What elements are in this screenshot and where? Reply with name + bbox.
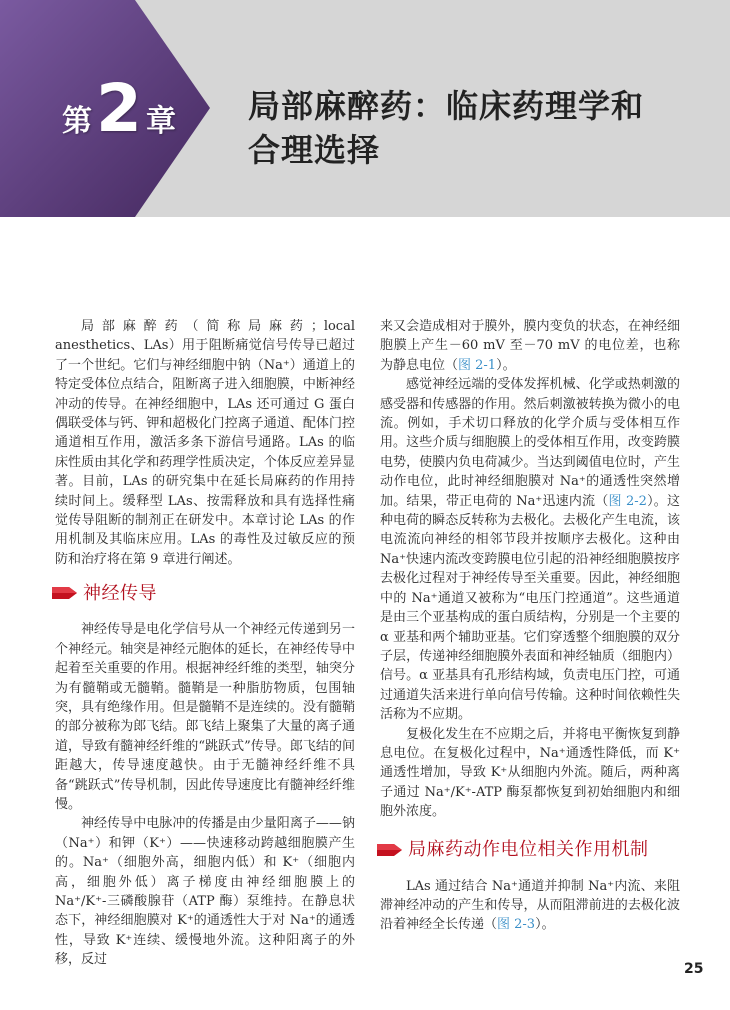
body-paragraph: 神经传导是电化学信号从一个神经元传递到另一个神经元。轴突是神经元胞体的延长，在神经传导中起着至关重要的作用。根据神经纤维的类型，轴突分为有髓鞘或无髓鞘。髓鞘是一种脂肪物质，包围轴突，具有绝缘作用。但是髓鞘不是连续的。没有髓鞘的部分被称为郎飞结。郎飞结上聚集了大量的离子通道，导致有髓神经纤维的“跳跃式”传导。郎飞结的间距越大，传导速度越快。由于无髓神经纤维不具备“跳跃式”传导机制，因此传导速度比有髓神经纤维慢。 (55, 622, 355, 812)
figure-reference-link[interactable]: 图 2-3 (497, 917, 536, 933)
chapter-title-line1: 局部麻醉药：临床药理学和 (248, 87, 645, 125)
paragraph-text: ）。 (535, 917, 555, 933)
chapter-suffix: 章 (145, 104, 176, 139)
paragraph-text: LAs 通过结合 Na⁺通道并抑制 Na⁺内流、来阻滞神经冲动的产生和传导，从而阻滞前进的去极化波沿着神经全长传递（ (380, 878, 680, 933)
section-heading-mechanism (377, 836, 680, 864)
figure-reference-link[interactable]: 图 2-2 (608, 493, 647, 509)
body-paragraph: 复极化发生在不应期之后，并将电平衡恢复到静息电位。在复极化过程中，Na⁺通透性降低，而 K⁺通透性增加，导致 K⁺从细胞内外流。随后，两种离子通过 Na⁺/K⁺-ATP 酶泵都恢复到初始细胞内和细胞外浓度。 (380, 726, 680, 820)
section-heading-nerve-conduction (52, 579, 355, 607)
body-paragraph (380, 317, 680, 375)
paragraph-text: ）。这种电荷的瞬态反转称为去极化。去极化产生电流，该电流流向神经的相邻节段并按顺序去极化。这种由 Na⁺快速内流改变跨膜电位引起的沿神经细胞膜按序去极化过程对于神经传导至关重要。因此，神经细胞中的 Na⁺通道又被称为“电压门控通道”。这些通道是由三个亚基构成的蛋白质结构，分别是一个主要的 α 亚基和两个辅助亚基。它们穿透整个细胞膜的双分子层，传递神经细胞膜外表面和神经轴质（细胞内）信号。α 亚基具有孔形结构域，负责电压门控，可通过通道失活来进行单向信号传输。这种时间依赖性失活称为不应期。 (380, 493, 680, 723)
paragraph-text: 感觉神经远端的受体发挥机械、化学或热刺激的感受器和传感器的作用。然后刺激被转换为微小的电流。例如，手术切口释放的化学介质与受体相互作用。这些介质与细胞膜上的受体相互作用，改变跨膜电势，使膜内负电荷减少。当达到阈值电位时，产生动作电位，此时神经细胞膜对 Na⁺的通透性突然增加。结果，带正电荷的 Na⁺迅速内流（ (380, 377, 680, 509)
left-column (55, 317, 355, 970)
body-paragraph: 神经传导中电脉冲的传播是由少量阳离子——钠（Na⁺）和钾（K⁺）——快速移动跨越细胞膜产生的。Na⁺（细胞外高，细胞内低）和 K⁺（细胞内高，细胞外低）离子梯度由神经细胞膜上的 Na⁺/K⁺-三磷酸腺苷（ATP 酶）泵维持。在静息状态下，神经细胞膜对 K⁺的通透性大于对 Na⁺的通透性，导致 K⁺连续、缓慢地外流。这种阳离子的外移，反过 (55, 816, 355, 968)
red-arrow-icon (377, 840, 402, 860)
chapter-number-label (62, 70, 176, 166)
red-arrow-icon (52, 583, 77, 603)
right-column (380, 317, 680, 935)
chapter-prefix: 第 (62, 104, 92, 139)
paragraph-text: ）。 (496, 357, 516, 373)
chapter-title-line2: 合理选择 (248, 131, 381, 169)
body-paragraph (380, 375, 680, 724)
paragraph-text: 来又会造成相对于膜外，膜内变负的状态，在神经细胞膜上产生－60 mV 至－70 mV 的电位差，也称为静息电位（ (380, 319, 680, 373)
chapter-number: 2 (96, 70, 142, 147)
figure-reference-link[interactable]: 图 2-1 (458, 357, 497, 373)
chapter-title (248, 84, 708, 172)
section-title: 局麻药动作电位相关作用机制 (408, 838, 649, 860)
intro-paragraph: 局部麻醉药（简称局麻药；local anesthetics、LAs）用于阻断痛觉信号传导已超过了一个世纪。它们与神经细胞中钠（Na⁺）通道上的特定受体位点结合，阻断离子进入细胞膜，中断神经冲动的传导。在神经细胞中，LAs 还可通过 G 蛋白偶联受体与钙、钾和超极化门控离子通道、配体门控通道相互作用，激活多条下游信号通路。LAs 的临床性质由其化学和药理学性质决定，个体反应差异显著。目前，LAs 的研究集中在延长局麻药的作用持续时间上。缓释型 LAs、按需释放和具有选择性痛觉传导阻断的制剂正在研发中。本章讨论 LAs 的作用机制及其临床应用。LAs 的毒性及过敏反应的预防和治疗将在第 9 章进行阐述。 (55, 319, 355, 567)
body-paragraph (380, 877, 680, 935)
section-title: 神经传导 (83, 582, 157, 604)
page-number: 25 (684, 961, 704, 977)
